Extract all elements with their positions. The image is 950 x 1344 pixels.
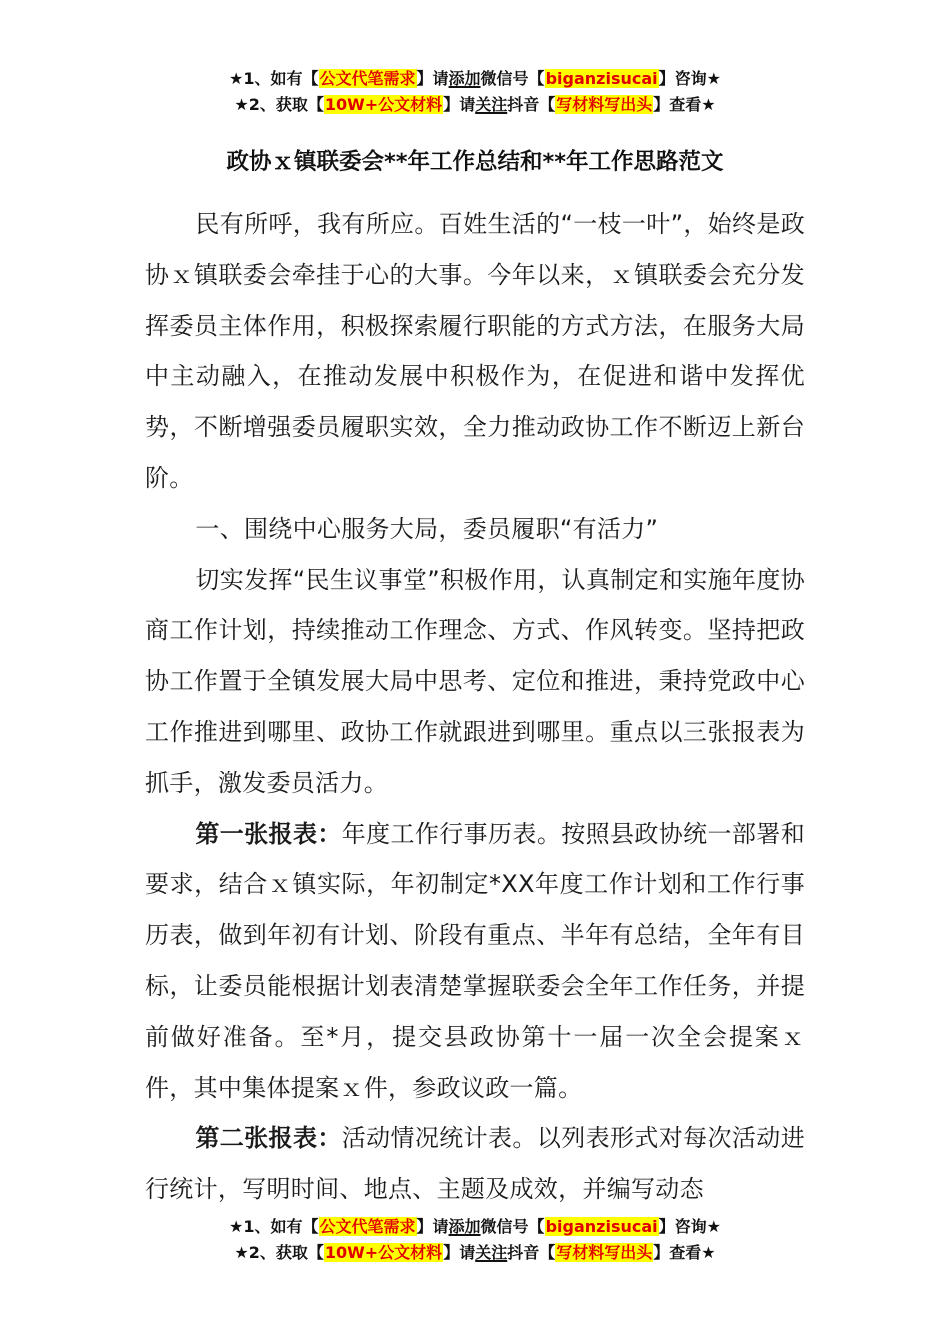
document-body bbox=[145, 199, 805, 1215]
banner-highlight: biganzisucai bbox=[545, 69, 658, 88]
banner-highlight: 写材料写出头 bbox=[556, 1243, 653, 1262]
paragraph-text: 年度工作行事历表。按照县政协统一部署和要求，结合ｘ镇实际，年初制定*XX年度工作计划和工作行事历表，做到年初有计划、阶段有重点、半年有总结，全年有目标，让委员能根据计划表清楚掌握联委会全年工作任务，并提前做好准备。至*月，提交县政协第十一届一次全会提案ｘ件，其中集体提案ｘ件，参政议政一篇。 bbox=[145, 819, 805, 1102]
banner-text: ★1、如有【 bbox=[229, 69, 319, 88]
banner-text: 】咨询★ bbox=[658, 1217, 721, 1236]
banner-text: ★1、如有【 bbox=[229, 1217, 319, 1236]
banner-text: 微信号【 bbox=[480, 69, 545, 88]
banner-text: 】请 bbox=[443, 1243, 476, 1262]
banner-text: 】请 bbox=[416, 1217, 449, 1236]
banner-underlined-text: 添加 bbox=[448, 69, 481, 88]
banner-highlight: 公文代笔需求 bbox=[319, 1217, 416, 1236]
banner-text: ★2、获取【 bbox=[234, 95, 324, 114]
banner-text: 抖音【 bbox=[507, 1243, 556, 1262]
section-heading bbox=[145, 504, 805, 555]
paragraph bbox=[145, 555, 805, 809]
banner-text: 】查看★ bbox=[653, 1243, 716, 1262]
footer-banner bbox=[0, 1214, 950, 1266]
banner-text: 】查看★ bbox=[653, 95, 716, 114]
paragraph bbox=[145, 809, 805, 1114]
banner-text: 微信号【 bbox=[480, 1217, 545, 1236]
banner-text: 】请 bbox=[443, 95, 476, 114]
banner-line-1 bbox=[0, 1214, 950, 1240]
banner-text: ★2、获取【 bbox=[234, 1243, 324, 1262]
paragraph bbox=[145, 1113, 805, 1215]
banner-highlight: 10W+公文材料 bbox=[324, 1243, 443, 1262]
banner-line-1 bbox=[0, 66, 950, 92]
banner-underlined-text: 关注 bbox=[475, 1243, 508, 1262]
paragraph-lead: 第一张报表： bbox=[195, 819, 342, 848]
header-banner bbox=[0, 66, 950, 118]
banner-text: 抖音【 bbox=[507, 95, 556, 114]
paragraph-lead: 第二张报表： bbox=[195, 1124, 342, 1153]
paragraph-text: 民有所呼，我有所应。百姓生活的“一枝一叶”，始终是政协ｘ镇联委会牵挂于心的大事。今年以来，ｘ镇联委会充分发挥委员主体作用，积极探索履行职能的方式方法，在服务大局中主动融入，在推动发展中积极作为，在促进和谐中发挥优势，不断增强委员履职实效，全力推动政协工作不断迈上新台阶。 bbox=[145, 210, 805, 492]
banner-line-2 bbox=[0, 1240, 950, 1266]
banner-highlight: biganzisucai bbox=[545, 1217, 658, 1236]
banner-highlight: 写材料写出头 bbox=[556, 95, 653, 114]
banner-underlined-text: 添加 bbox=[448, 1217, 481, 1236]
document-title: 政协ｘ镇联委会**年工作总结和**年工作思路范文 bbox=[226, 149, 724, 175]
banner-text: 】咨询★ bbox=[658, 69, 721, 88]
section-heading-text: 一、围绕中心服务大局，委员履职“有活力” bbox=[195, 514, 659, 543]
banner-line-2 bbox=[0, 92, 950, 118]
banner-highlight: 10W+公文材料 bbox=[324, 95, 443, 114]
paragraph-text: 切实发挥“民生议事堂”积极作用，认真制定和实施年度协商工作计划，持续推动工作理念、方式、作风转变。坚持把政协工作置于全镇发展大局中思考、定位和推进，秉持党政中心工作推进到哪里、政协工作就跟进到哪里。重点以三张报表为抓手，激发委员活力。 bbox=[145, 565, 805, 797]
banner-underlined-text: 关注 bbox=[475, 95, 508, 114]
banner-text: 】请 bbox=[416, 69, 449, 88]
banner-highlight: 公文代笔需求 bbox=[319, 69, 416, 88]
paragraph-text: 活动情况统计表。以列表形式对每次活动进行统计，写明时间、地点、主题及成效，并编写动态 bbox=[145, 1124, 805, 1204]
paragraph bbox=[145, 199, 805, 504]
